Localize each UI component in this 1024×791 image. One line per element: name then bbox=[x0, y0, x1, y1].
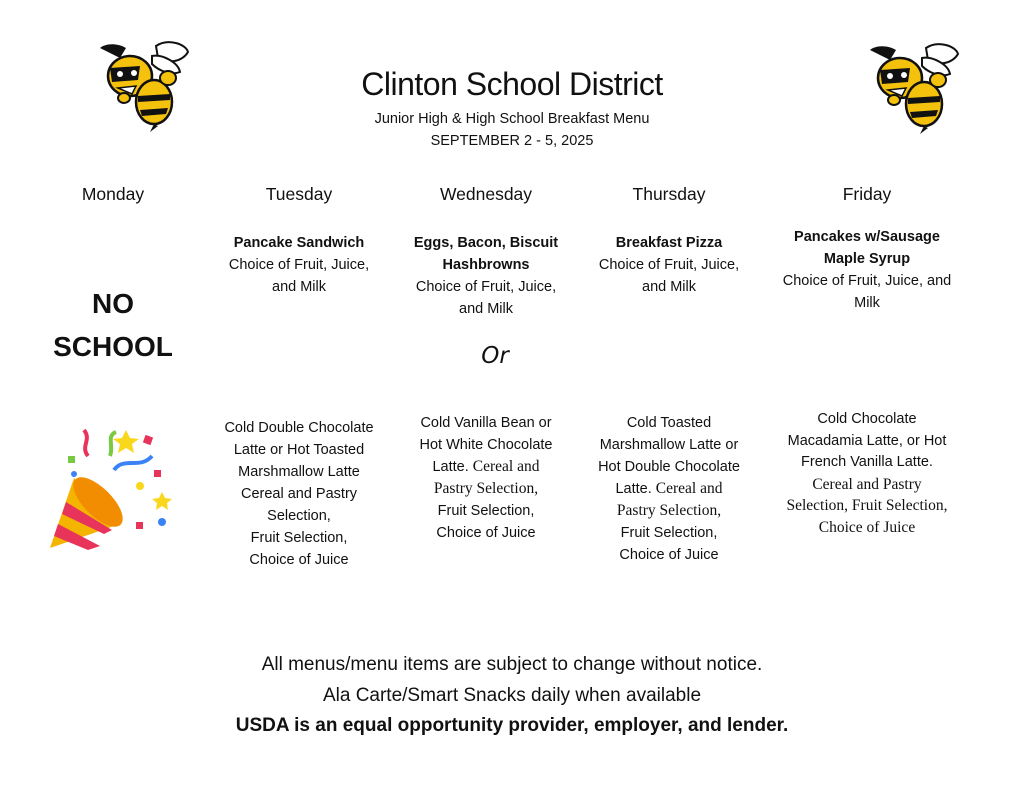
tuesday-alt-menu bbox=[209, 417, 389, 571]
wednesday-side-1: Choice of Fruit, Juice, bbox=[415, 279, 557, 295]
friday-alt-5: Selection, Fruit Selection, bbox=[786, 497, 948, 514]
friday-main-2: Maple Syrup bbox=[823, 251, 911, 267]
footer-usda-statement: USDA is an equal opportunity provider, employer, and lender. bbox=[235, 715, 789, 736]
friday-alt-2: Macadamia Latte, or Hot bbox=[787, 432, 947, 449]
thursday-alt-4: Latte. bbox=[615, 481, 652, 497]
wednesday-main-1: Eggs, Bacon, Biscuit bbox=[413, 235, 559, 251]
friday-alt-4: Cereal and Pastry bbox=[812, 475, 922, 493]
wednesday-side-2: and Milk bbox=[459, 301, 513, 317]
tuesday-alt-1: Cold Double Chocolate bbox=[224, 420, 374, 436]
wednesday-menu bbox=[396, 232, 576, 320]
thursday-alt-2: Marshmallow Latte or bbox=[599, 437, 739, 453]
menu-dates: SEPTEMBER 2 - 5, 2025 bbox=[430, 133, 594, 149]
thursday-alt-8: Choice of Juice bbox=[619, 547, 719, 563]
friday-alt-menu bbox=[767, 409, 967, 538]
wednesday-alt-6: Fruit Selection, bbox=[437, 503, 535, 519]
friday-main-1: Pancakes w/Sausage bbox=[794, 229, 940, 245]
friday-alt-6: Choice of Juice bbox=[818, 518, 916, 536]
footer-disclaimer: All menus/menu items are subject to change without notice. bbox=[261, 654, 763, 675]
friday-menu bbox=[767, 226, 967, 314]
thursday-menu bbox=[579, 232, 759, 298]
tuesday-side-1: Choice of Fruit, Juice, bbox=[228, 257, 370, 273]
thursday-alt-3: Hot Double Chocolate bbox=[598, 459, 740, 475]
party-popper-icon bbox=[44, 426, 176, 556]
tuesday-alt-5: Selection, bbox=[267, 508, 331, 524]
day-header-tuesday: Tuesday bbox=[265, 184, 333, 204]
day-header-friday: Friday bbox=[842, 184, 892, 204]
tuesday-side-2: and Milk bbox=[272, 279, 326, 295]
friday-alt-3: French Vanilla Latte. bbox=[801, 454, 933, 470]
thursday-alt-6: Pastry Selection, bbox=[616, 502, 722, 519]
wednesday-alt-3: Latte. bbox=[432, 459, 469, 475]
wednesday-alt-2: Hot White Chocolate bbox=[419, 437, 553, 453]
tuesday-alt-7: Choice of Juice bbox=[249, 552, 349, 568]
no-school-line-2: SCHOOL bbox=[53, 331, 173, 362]
or-label: Or bbox=[481, 343, 509, 369]
friday-side-2: Milk bbox=[854, 295, 880, 311]
thursday-alt-5: Cereal and bbox=[655, 480, 723, 497]
thursday-side-1: Choice of Fruit, Juice, bbox=[598, 257, 740, 273]
page-title: Clinton School District bbox=[361, 66, 663, 102]
no-school-notice bbox=[23, 282, 203, 368]
wednesday-alt-5: Pastry Selection, bbox=[433, 480, 539, 497]
thursday-main: Breakfast Pizza bbox=[615, 235, 723, 251]
wednesday-alt-1: Cold Vanilla Bean or bbox=[420, 415, 552, 431]
wednesday-alt-7: Choice of Juice bbox=[436, 525, 536, 541]
friday-side-1: Choice of Fruit, Juice, and bbox=[782, 273, 952, 289]
no-school-line-1: NO bbox=[92, 288, 134, 319]
thursday-alt-1: Cold Toasted bbox=[626, 415, 712, 431]
day-header-thursday: Thursday bbox=[632, 184, 706, 204]
thursday-alt-menu bbox=[579, 412, 759, 566]
tuesday-alt-2: Latte or Hot Toasted bbox=[233, 442, 365, 458]
tuesday-alt-6: Fruit Selection, bbox=[250, 530, 348, 546]
footer-snacks-note: Ala Carte/Smart Snacks daily when available bbox=[322, 685, 702, 706]
friday-alt-1: Cold Chocolate bbox=[817, 411, 917, 427]
tuesday-menu bbox=[209, 232, 389, 298]
wednesday-alt-4: Cereal and bbox=[472, 458, 540, 475]
menu-subtitle: Junior High & High School Breakfast Menu bbox=[374, 111, 650, 127]
thursday-alt-7: Fruit Selection, bbox=[620, 525, 718, 541]
wednesday-main-2: Hashbrowns bbox=[442, 257, 530, 273]
tuesday-alt-3: Marshmallow Latte bbox=[238, 464, 360, 480]
day-header-monday: Monday bbox=[81, 184, 145, 204]
tuesday-main: Pancake Sandwich bbox=[233, 235, 365, 251]
wednesday-alt-menu bbox=[396, 412, 576, 544]
tuesday-alt-4: Cereal and Pastry bbox=[240, 486, 358, 502]
day-header-wednesday: Wednesday bbox=[439, 184, 533, 204]
thursday-side-2: and Milk bbox=[642, 279, 696, 295]
